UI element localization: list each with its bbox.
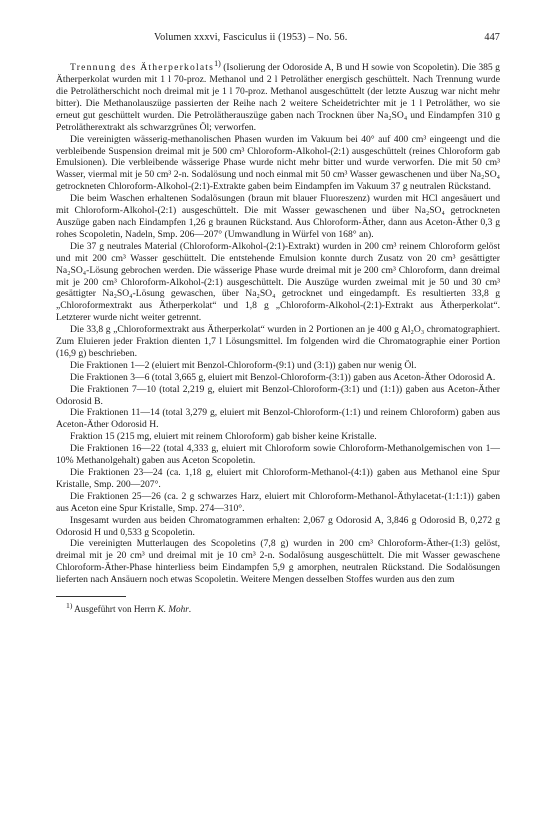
body-text (56, 58, 500, 586)
footnote-suffix: . (188, 604, 192, 615)
paragraph: Die 37 g neutrales Material (Chloroform-Alkohol-(2:1)-Extrakt) wurden in 200 cm³ reinem Chloroform gelöst und mit 200 cm³ Wasser geschüttelt. Die entstehende Emulsion konnte durch Zusatz von 20 cm³ gesättigter Na₂SO₄-Lösung gebrochen werden. Die wässerige Phase wurde dreimal mit je 200 cm³ Chloroform, dann dreimal mit je 200 cm³ Chloroform-Alkohol-(2:1) ausgeschüttelt. Die Auszüge wurden zweimal mit je 50 und 30 cm³ gesättigter Na₂SO₄-Lösung gewaschen, über Na₂SO₄ getrocknet und eingedampft. Es resultierten 33,8 g „Chloroformextrakt aus Ätherperkolat“ und 1,8 g „Chloroform-Alkohol-(2:1)-Extrakt aus Ätherperkolat“. Letzterer wurde nicht weiter getrennt. (56, 240, 500, 324)
footnote-author: K. Mohr (157, 604, 189, 615)
paragraph: Die beim Waschen erhaltenen Sodalösungen (braun mit blauer Fluoreszenz) wurden mit HCl angesäuert und mit Chloroform-Alkohol-(2:1) ausgeschüttelt. Die mit Wasser gewaschenen und über Na₂SO₄ getrockneten Auszüge gaben nach Eindampfen 1,26 g braunen Rückstand. Aus Chloroform-Äther, dann aus Aceton-Äther 0,3 g rohes Scopoletin, Nadeln, Smp. 206—207° (Umwandlung in Würfel von 168° an). (56, 193, 500, 240)
paragraph: Insgesamt wurden aus beiden Chromatogrammen erhalten: 2,067 g Odorosid A, 3,846 g Odorosid B, 0,272 g Odorosid H und 0,533 g Scopoletin. (56, 514, 500, 538)
paragraph: Die vereinigten Mutterlaugen des Scopoletins (7,8 g) wurden in 200 cm³ Chloroform-Äther-(1:3) gelöst, dreimal mit je 20 cm³ und dreimal mit je 10 cm³ 2-n. Sodalösung ausgeschüttelt. Die mit Wasser gewaschene Chloroform-Äther-Phase hinterliess beim Eindampfen 5,9 g amorphen, neutralen Rückstand. Die Sodalösungen lieferten nach Ansäuern noch etwas Scopoletin. Weitere Mengen desselben Stoffes wurden aus den zum (56, 538, 500, 586)
footnote-prefix: Ausgeführt von Herrn (72, 604, 158, 615)
footnote-divider (56, 596, 126, 597)
paragraph: Die Fraktionen 25—26 (ca. 2 g schwarzes Harz, eluiert mit Chloroform-Methanol-Äthylacetat-(1:1:1)) gaben aus Aceton eine Spur Kristalle, Smp. 274—310°. (56, 490, 500, 514)
footnote (56, 601, 500, 614)
paragraph (56, 58, 500, 134)
page-number: 447 (484, 32, 500, 43)
paragraph: Fraktion 15 (215 mg, eluiert mit reinem Chloroform) gab bisher keine Kristalle. (70, 431, 377, 443)
footnote-marker: 1) (66, 601, 73, 611)
paragraph: Die Fraktionen 23—24 (ca. 1,18 g, eluiert mit Chloroform-Methanol-(4:1)) gaben aus Methanol eine Spur Kristalle, Smp. 200—207°. (56, 467, 500, 490)
paragraph: Die Fraktionen 16—22 (total 4,333 g, eluiert mit Chloroform sowie Chloroform-Methanolgemischen von 1—10% Methanolgehalt) gaben aus Aceton Scopoletin. (56, 443, 500, 467)
paragraph: Die Fraktionen 11—14 (total 3,279 g, eluiert mit Benzol-Chloroform-(1:1) und reinem Chloroform) gaben aus Aceton-Äther Odorosid H. (56, 407, 500, 431)
paragraph: Die Fraktionen 7—10 (total 2,219 g, eluiert mit Benzol-Chloroform-(3:1) und (1:1)) gaben aus Aceton-Äther Odorosid B. (56, 383, 500, 407)
section-lead: Trennung des Ätherperkolats (70, 62, 215, 74)
paragraph-text: (Isolierung der Odoroside A, B und H sowie von Scopoletin). Die 385 g Ätherperkolat wurden mit 1 l 70-proz. Methanol und 2 l Petroläther energisch geschüttelt. Nach Trennung wurde die Petrolätherschicht noch dreimal mit je 1 l 70-proz. Methanol ausgeschüttelt (der letzte Auszug war nicht mehr bitter). Die Methanolauszüge passierten der Reihe nach 2 weitere Scheidetrichter mit je 1 l Petroläther, wo sie erneut gut geschüttelt wurden. Die Petrolätherauszüge gaben nach Trocknen über Na₂SO₄ und Eindampfen 310 g Petrolätherextrakt als schwarzgrünes Öl; verworfen. (56, 62, 500, 133)
paragraph: Die Fraktionen 1—2 (eluiert mit Benzol-Chloroform-(9:1) und (3:1)) gaben nur wenig Öl. (70, 359, 417, 371)
paragraph: Die vereinigten wässerig-methanolischen Phasen wurden im Vakuum bei 40° auf 400 cm³ eingeengt und die verbleibende Suspension dreimal mit je 500 cm³ Chloroform-Alkohol-(2:1) ausgeschüttelt (reines Chloroform gab Emulsionen). Die verbleibende wässerige Phase wurde nicht mehr bitter und wurde verworfen. Die mit 50 cm³ Wasser, viermal mit je 50 cm³ 2-n. Sodalösung und noch einmal mit 50 cm³ Wasser gewaschenen und über Na₂SO₄ getrockneten Chloroform-Alkohol-(2:1)-Extrakte gaben beim Eindampfen im Vakuum 37 g neutralen Rückstand. (56, 133, 500, 193)
paragraph: Die 33,8 g „Chloroformextrakt aus Ätherperkolat“ wurden in 2 Portionen an je 400 g Al₂O₃ chromatographiert. Zum Eluieren jeder Fraktion dienten 1,7 l Lösungsmittel. Im folgenden wird die Chromatographie einer Portion (16,9 g) beschrieben. (56, 324, 500, 359)
journal-title: Volumen xxxvi, Fasciculus ii (1953) – No. 56. (154, 32, 348, 43)
page (56, 32, 500, 614)
running-head (56, 32, 500, 48)
paragraph: Die Fraktionen 3—6 (total 3,665 g, eluiert mit Benzol-Chloroform-(3:1)) gaben aus Aceton-Äther Odorosid A. (70, 371, 496, 383)
footnote-ref: 1) (214, 59, 221, 68)
